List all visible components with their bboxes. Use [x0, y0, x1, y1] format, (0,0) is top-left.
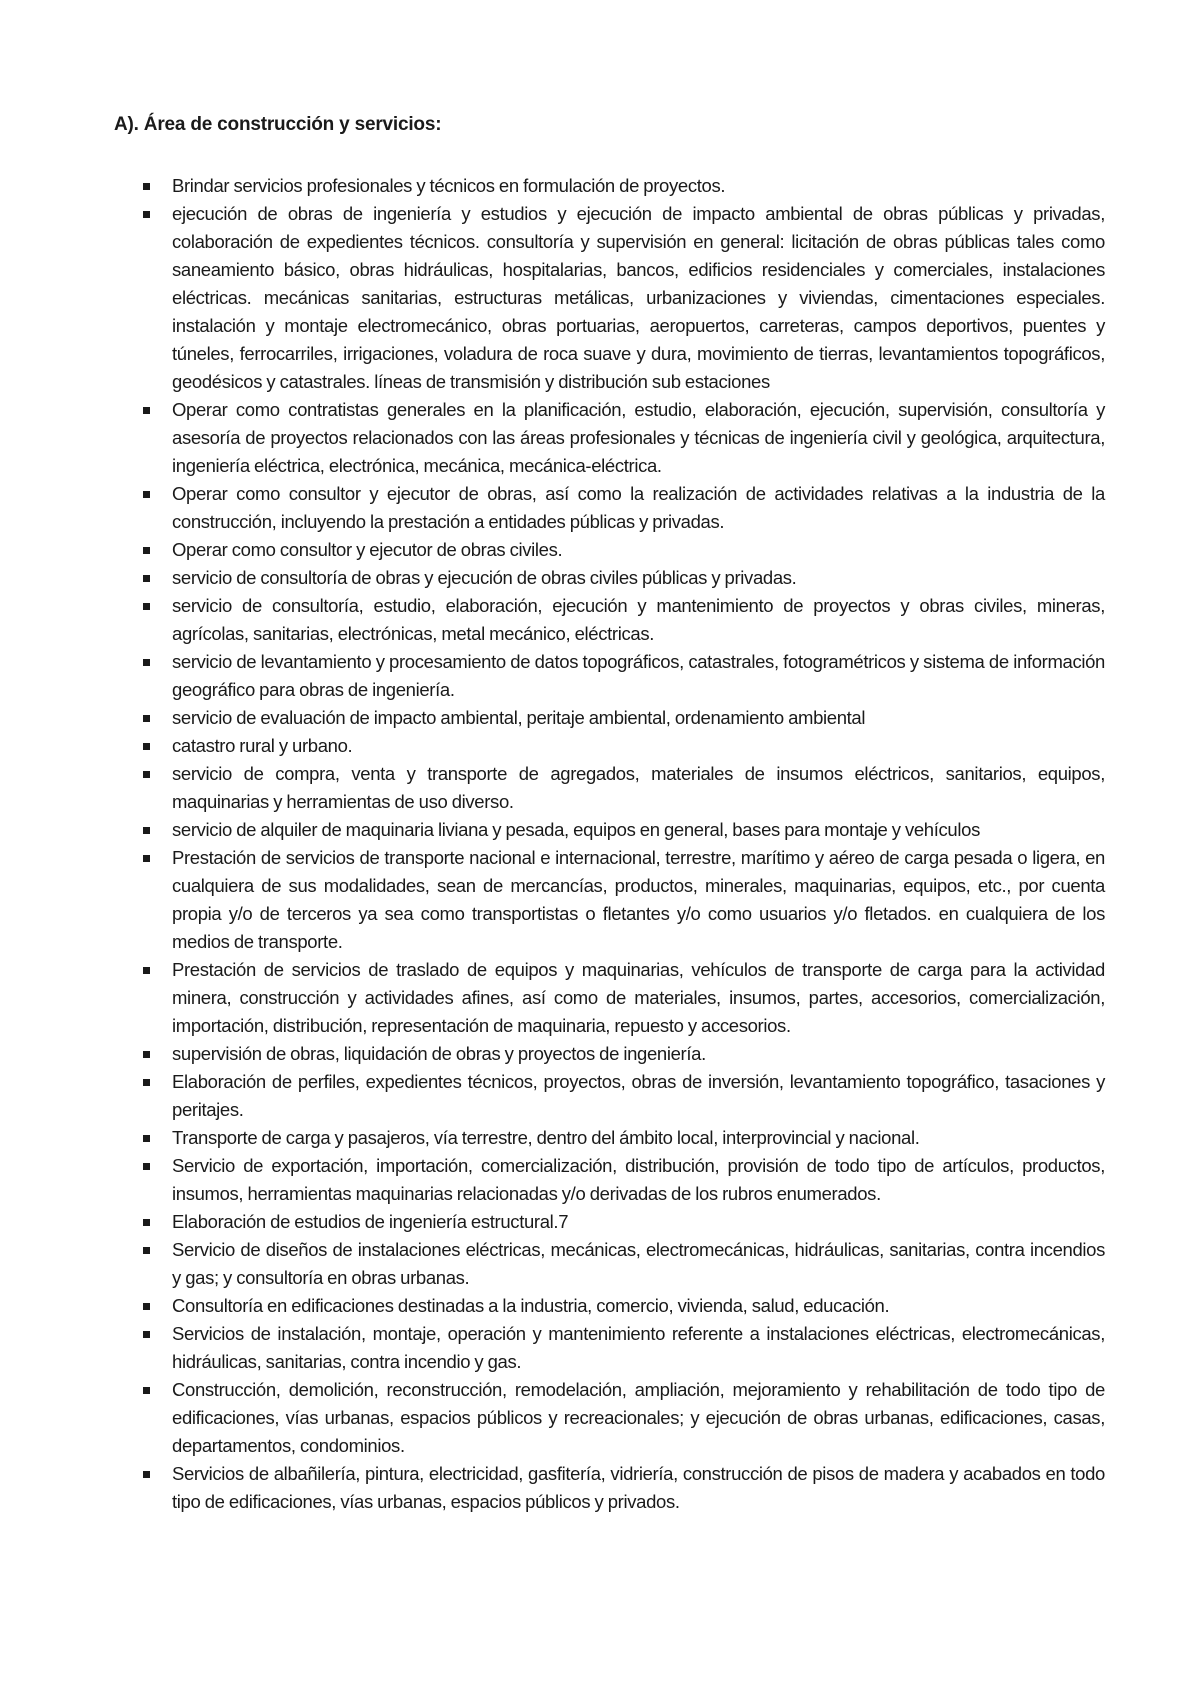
- square-bullet-icon: [143, 1051, 150, 1058]
- list-item-text: Operar como contratistas generales en la planificación, estudio, elaboración, ejecución, supervisión, consultoría y asesoría de proyectos relacionados con las áreas profesionales y técnicas de ingeniería civil y geológica, arquitectura, ingeniería eléctrica, electrónica, mecánica, mecánica-eléctrica.: [172, 399, 1105, 476]
- list-item-text: Prestación de servicios de traslado de equipos y maquinarias, vehículos de transporte de carga para la actividad minera, construcción y actividades afines, así como de materiales, insumos, partes, accesorios, comercialización, importación, distribución, representación de maquinaria, repuesto y accesorios.: [172, 959, 1105, 1036]
- list-item-text: servicio de compra, venta y transporte de agregados, materiales de insumos eléctricos, sanitarios, equipos, maquinarias y herramientas de uso diverso.: [172, 763, 1105, 812]
- list-item-text: Servicios de instalación, montaje, operación y mantenimiento referente a instalaciones eléctricas, electromecánicas, hidráulicas, sanitarias, contra incendio y gas.: [172, 1323, 1105, 1372]
- list-item-text: catastro rural y urbano.: [172, 735, 353, 756]
- square-bullet-icon: [143, 1303, 150, 1310]
- list-item-text: supervisión de obras, liquidación de obras y proyectos de ingeniería.: [172, 1043, 706, 1064]
- square-bullet-icon: [143, 771, 150, 778]
- list-item-text: servicio de consultoría de obras y ejecución de obras civiles públicas y privadas.: [172, 567, 797, 588]
- list-item: [0, 200, 1200, 396]
- list-item: [0, 816, 1200, 844]
- list-item: [0, 704, 1200, 732]
- square-bullet-icon: [143, 715, 150, 722]
- list-item-text: ejecución de obras de ingeniería y estudios y ejecución de impacto ambiental de obras públicas y privadas, colaboración de expedientes técnicos. consultoría y supervisión en general: licitación de obras públicas tales como saneamiento básico, obras hidráulicas, hospitalarias, bancos, edificios residenciales y comerciales, instalaciones eléctricas. mecánicas sanitarias, estructuras metálicas, urbanizaciones y viviendas, cimentaciones especiales. instalación y montaje electromecánico, obras portuarias, aeropuertos, carreteras, campos deportivos, puentes y túneles, ferrocarriles, irrigaciones, voladura de roca suave y dura, movimiento de tierras, levantamientos topográficos, geodésicos y catastrales. líneas de transmisión y distribución sub estaciones: [172, 203, 1105, 392]
- list-item-text: Operar como consultor y ejecutor de obras, así como la realización de actividades relativas a la industria de la construcción, incluyendo la prestación a entidades públicas y privadas.: [172, 483, 1105, 532]
- list-item: [0, 844, 1200, 956]
- list-item-text: servicio de evaluación de impacto ambiental, peritaje ambiental, ordenamiento ambiental: [172, 707, 866, 728]
- list-item-text: Transporte de carga y pasajeros, vía terrestre, dentro del ámbito local, interprovincial y nacional.: [172, 1127, 920, 1148]
- list-item: [0, 732, 1200, 760]
- square-bullet-icon: [143, 547, 150, 554]
- list-item-text: Elaboración de estudios de ingeniería estructural.7: [172, 1211, 569, 1232]
- list-item: [0, 592, 1200, 648]
- list-item-text: Operar como consultor y ejecutor de obras civiles.: [172, 539, 563, 560]
- list-item-text: Brindar servicios profesionales y técnicos en formulación de proyectos.: [172, 175, 726, 196]
- list-item-text: Consultoría en edificaciones destinadas a la industria, comercio, vivienda, salud, educación.: [172, 1295, 890, 1316]
- list-item: [0, 1208, 1200, 1236]
- square-bullet-icon: [143, 967, 150, 974]
- services-list: [0, 172, 1200, 1516]
- square-bullet-icon: [143, 1387, 150, 1394]
- square-bullet-icon: [143, 603, 150, 610]
- list-item: [0, 648, 1200, 704]
- square-bullet-icon: [143, 827, 150, 834]
- square-bullet-icon: [143, 1135, 150, 1142]
- square-bullet-icon: [143, 211, 150, 218]
- list-item-text: Prestación de servicios de transporte nacional e internacional, terrestre, marítimo y aéreo de carga pesada o ligera, en cualquiera de sus modalidades, sean de mercancías, productos, minerales, maquinarias, equipos, etc., por cuenta propia y/o de terceros ya sea como transportistas o fletantes y/o como usuarios y/o fletados. en cualquiera de los medios de transporte.: [172, 847, 1105, 952]
- list-item: [0, 1460, 1200, 1516]
- list-item-text: Servicio de exportación, importación, comercialización, distribución, provisión de todo tipo de artículos, productos, insumos, herramientas maquinarias relacionadas y/o derivadas de los rubros enumerados.: [172, 1155, 1105, 1204]
- square-bullet-icon: [143, 659, 150, 666]
- square-bullet-icon: [143, 575, 150, 582]
- list-item: [0, 396, 1200, 480]
- list-item: [0, 1040, 1200, 1068]
- list-item: [0, 172, 1200, 200]
- list-item-text: servicio de consultoría, estudio, elaboración, ejecución y mantenimiento de proyectos y obras civiles, mineras, agrícolas, sanitarias, electrónicas, metal mecánico, eléctricas.: [172, 595, 1105, 644]
- square-bullet-icon: [143, 1219, 150, 1226]
- list-item: [0, 1236, 1200, 1292]
- list-item: [0, 480, 1200, 536]
- list-item-text: Servicios de albañilería, pintura, electricidad, gasfitería, vidriería, construcción de pisos de madera y acabados en todo tipo de edificaciones, vías urbanas, espacios públicos y privados.: [172, 1463, 1105, 1512]
- list-item: [0, 1152, 1200, 1208]
- list-item-text: Elaboración de perfiles, expedientes técnicos, proyectos, obras de inversión, levantamiento topográfico, tasaciones y peritajes.: [172, 1071, 1105, 1120]
- list-item: [0, 956, 1200, 1040]
- square-bullet-icon: [143, 1163, 150, 1170]
- list-item-text: Construcción, demolición, reconstrucción, remodelación, ampliación, mejoramiento y rehabilitación de todo tipo de edificaciones, vías urbanas, espacios públicos y recreacionales; y ejecución de obras urbanas, edificaciones, casas, departamentos, condominios.: [172, 1379, 1105, 1456]
- list-item: [0, 1292, 1200, 1320]
- square-bullet-icon: [143, 491, 150, 498]
- section-heading: A). Área de construcción y servicios:: [114, 114, 442, 135]
- list-item: [0, 760, 1200, 816]
- square-bullet-icon: [143, 1247, 150, 1254]
- list-item: [0, 1376, 1200, 1460]
- list-item-text: servicio de levantamiento y procesamiento de datos topográficos, catastrales, fotogramétricos y sistema de información geográfico para obras de ingeniería.: [172, 651, 1105, 700]
- square-bullet-icon: [143, 1331, 150, 1338]
- square-bullet-icon: [143, 855, 150, 862]
- square-bullet-icon: [143, 743, 150, 750]
- list-item: [0, 1320, 1200, 1376]
- list-item: [0, 536, 1200, 564]
- square-bullet-icon: [143, 1471, 150, 1478]
- list-item: [0, 564, 1200, 592]
- square-bullet-icon: [143, 183, 150, 190]
- square-bullet-icon: [143, 407, 150, 414]
- list-item: [0, 1068, 1200, 1124]
- square-bullet-icon: [143, 1079, 150, 1086]
- list-item: [0, 1124, 1200, 1152]
- list-item-text: servicio de alquiler de maquinaria liviana y pesada, equipos en general, bases para montaje y vehículos: [172, 819, 980, 840]
- list-item-text: Servicio de diseños de instalaciones eléctricas, mecánicas, electromecánicas, hidráulicas, sanitarias, contra incendios y gas; y consultoría en obras urbanas.: [172, 1239, 1105, 1288]
